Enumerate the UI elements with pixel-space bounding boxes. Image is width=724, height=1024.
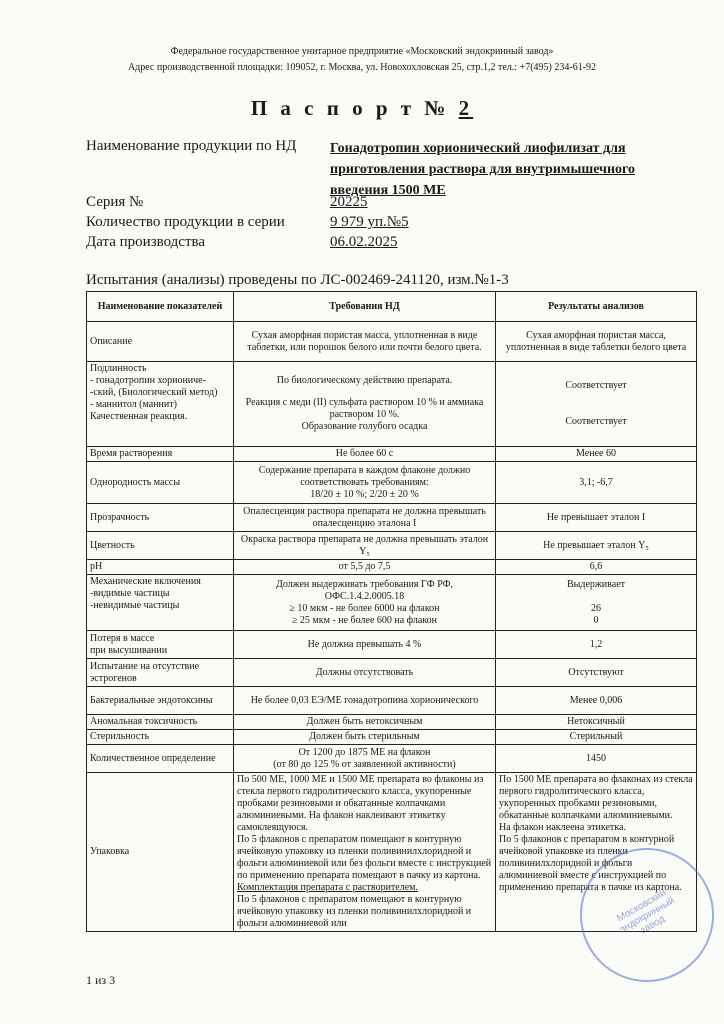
row-name: pH [87, 560, 234, 575]
row-result [496, 362, 697, 447]
header-requirements: Требования НД [234, 292, 496, 322]
row-name: Время растворения [87, 447, 234, 462]
product-name-value: Гонадотропин хорионический лиофилизат для приготовления раствора для внутримышечного введения 1500 МЕ [330, 141, 636, 198]
row-name: Испытание на отсутствие эстрогенов [87, 659, 234, 687]
row-result: Менее 0,006 [496, 687, 697, 715]
row-result: По 1500 МЕ препарата во флаконах из стекла первого гидролитического класса, укупоренных пробками резиновыми, обкатанные колпачками алюминиевыми. На флакон наклеена этикетка. По 5 флаконов с препаратом в контурной ячейковой упаковке из пленки поливинилхлоридной и фольги алюминиевой вместе с инструкцией по применению препарата в пачке из картона. [496, 773, 697, 932]
row-name: Прозрачность [87, 504, 234, 532]
row-requirement: Должны отсутствовать [234, 659, 496, 687]
table-row [87, 560, 697, 575]
row-result: Стерильный [496, 730, 697, 745]
page-number: 1 из 3 [86, 973, 116, 987]
table-row [87, 631, 697, 659]
quantity-label: Количество продукции в серии [86, 214, 285, 230]
title-number: 2 [458, 96, 474, 120]
date-value: 06.02.2025 [330, 234, 398, 250]
row-result: 1,2 [496, 631, 697, 659]
table-row [87, 715, 697, 730]
row-requirement: Должен быть стерильным [234, 730, 496, 745]
row-requirement [234, 773, 496, 932]
result-part: Соответствует [565, 416, 627, 427]
quantity-value: 9 979 уп.№5 [330, 214, 409, 230]
row-result: Выдерживает 26 0 [496, 575, 697, 631]
row-name: Однородность массы [87, 462, 234, 504]
row-requirement: Не должна превышать 4 % [234, 631, 496, 659]
table-row [87, 730, 697, 745]
product-name-label: Наименование продукции по НД [86, 138, 297, 154]
row-name: Упаковка [87, 773, 234, 932]
table-row [87, 362, 697, 447]
row-result: Не превышает эталон Y₅ [496, 532, 697, 560]
row-result: Нетоксичный [496, 715, 697, 730]
requirement-part: По биологическому действию препарата. [276, 375, 453, 386]
packaging-requirement: По 500 МЕ, 1000 МЕ и 1500 МЕ препарата во флаконы из стекла первого гидролитического класса, укупоренные пробками резиновыми и обкатанные колпачками алюминиевыми. На флакон наклеивают этикетку самоклеящуюся. По 5 флаконов с препаратом помещают в контурную ячейковую упаковку из пленки поливинилхлоридной и фольги алюминиевой или без фольги вместе с инструкцией по применению препарата помещают в пачку из картона. [237, 774, 492, 881]
row-requirement: Окраска раствора препарата не должна превышать эталон Y₅ [234, 532, 496, 560]
table-row [87, 322, 697, 362]
page-title [0, 96, 724, 121]
table-row [87, 745, 697, 773]
row-result: Сухая аморфная пористая масса, уплотненная в виде таблетки белого цвета [496, 322, 697, 362]
row-requirement [234, 362, 496, 447]
row-requirement: Должен быть нетоксичным [234, 715, 496, 730]
table-row [87, 532, 697, 560]
specification-table [86, 291, 697, 932]
stamp-text: Московский эндокринный завод [615, 887, 677, 936]
row-name: Цветность [87, 532, 234, 560]
row-result: 6,6 [496, 560, 697, 575]
packaging-kit-heading: Комплектация препарата с растворителем. [237, 882, 418, 893]
series-label: Серия № [86, 194, 144, 210]
row-requirement: Не более 60 с [234, 447, 496, 462]
row-result: Отсутствуют [496, 659, 697, 687]
table-row [87, 447, 697, 462]
packaging-kit-text: По 5 флаконов с препаратом помещают в контурную ячейковую упаковку из пленки поливинилхлоридной и фольги алюминиевой или [237, 894, 472, 929]
row-requirement: Сухая аморфная пористая масса, уплотненная в виде таблетки, или порошок белого или почти белого цвета. [234, 322, 496, 362]
table-row [87, 659, 697, 687]
date-label: Дата производства [86, 234, 206, 250]
series-value: 20225 [330, 194, 368, 210]
row-name: Стерильность [87, 730, 234, 745]
table-header-row [87, 292, 697, 322]
row-result: Не превышает эталон I [496, 504, 697, 532]
row-requirement: от 5,5 до 7,5 [234, 560, 496, 575]
company-address: Адрес производственной площадки: 109052, г. Москва, ул. Новохохловская 25, стр.1,2 тел.: +7(495) 234-61-92 [127, 62, 597, 73]
row-result: 3,1; -6,7 [496, 462, 697, 504]
row-requirement: Содержание препарата в каждом флаконе должно соответствовать требованиям: 18/20 ± 10 %; 2/20 ± 20 % [234, 462, 496, 504]
requirement-part: Реакция с меди (II) сульфата раствором 10 % и аммиака раствором 10 %. Образование голубого осадка [245, 397, 484, 432]
result-part: Соответствует [565, 380, 627, 391]
row-requirement: Опалесценция раствора препарата не должна превышать опалесценцию эталона I [234, 504, 496, 532]
row-name: Описание [87, 322, 234, 362]
tests-line: Испытания (анализы) проведены по ЛС-002469-241120, изм.№1-3 [86, 272, 509, 288]
table-row [87, 504, 697, 532]
company-name: Федеральное государственное унитарное предприятие «Московский эндокринный завод» [170, 46, 554, 57]
row-requirement: От 1200 до 1875 МЕ на флакон (от 80 до 125 % от заявленной активности) [234, 745, 496, 773]
row-result: Менее 60 [496, 447, 697, 462]
row-result: 1450 [496, 745, 697, 773]
row-name: Механические включения -видимые частицы -невидимые частицы [87, 575, 234, 631]
table-row [87, 462, 697, 504]
row-name: Подлинность - гонадотропин хориониче- -ский, (Биологический метод) - маннитол (маннит) Качественная реакция. [87, 362, 234, 447]
row-name: Количественное определение [87, 745, 234, 773]
table-row [87, 687, 697, 715]
header-results: Результаты анализов [496, 292, 697, 322]
title-text: П а с п о р т № [250, 96, 450, 120]
row-name: Потеря в массе при высушивании [87, 631, 234, 659]
row-name: Бактериальные эндотоксины [87, 687, 234, 715]
row-requirement: Должен выдерживать требования ГФ РФ, ОФС.1.4.2.0005.18 ≥ 10 мкм - не более 6000 на флакон ≥ 25 мкм - не более 600 на флакон [234, 575, 496, 631]
row-name: Аномальная токсичность [87, 715, 234, 730]
header-name: Наименование показателей [87, 292, 234, 322]
row-requirement: Не более 0,03 ЕЭ/МЕ гонадотропина хорионического [234, 687, 496, 715]
table-row [87, 575, 697, 631]
